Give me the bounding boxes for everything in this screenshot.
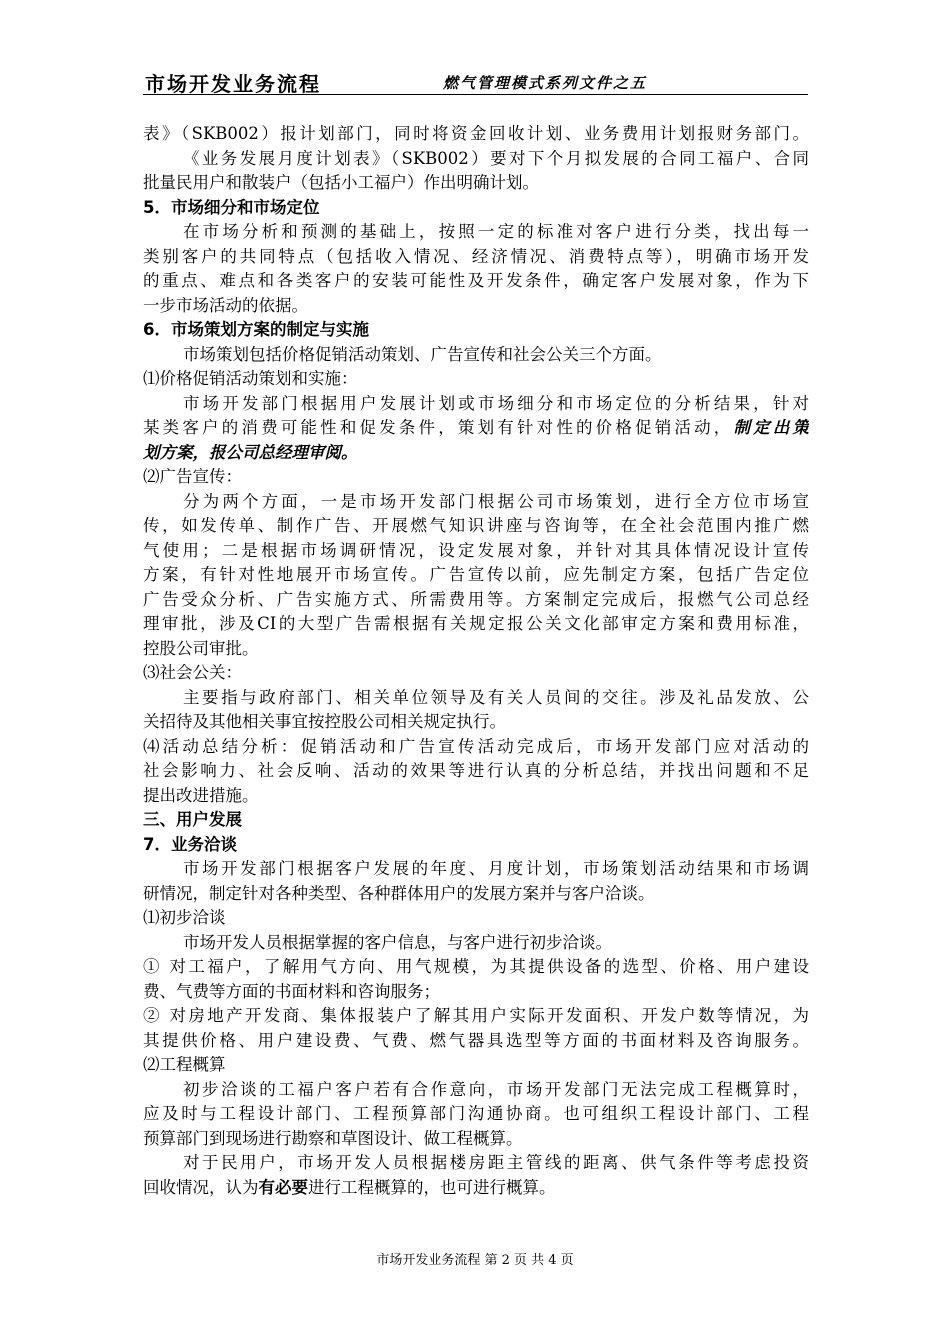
body-line: 在市场分析和预测的基础上，按照一定的标准对客户进行分类，找出每一 (183, 222, 809, 241)
body-line: 提出改进措施。 (143, 785, 259, 805)
body-line: 初步洽谈的工福户客户若有合作意向，市场开发部门无法完成工程概算时， (183, 1079, 809, 1099)
subsection-label: ⑴价格促销活动策划和实施： (143, 369, 358, 388)
header-series: 燃气管理模式系列文件之五 (443, 74, 648, 92)
body-text: 某类客户的消费可能性和促发条件，策划有针对性的价格促销活动， (143, 418, 734, 437)
subsection-label: ⑵广告宣传： (143, 467, 242, 486)
page-header (143, 66, 808, 95)
subsection-label: ⑵工程概算 (143, 1055, 226, 1074)
list-item: ② 对房地产开发商、集体报装户了解其用户实际开发面积、开发户数等情况，为 (143, 1006, 809, 1025)
body-line (143, 416, 809, 441)
body-line: 费、气费等方面的书面材料和咨询服务； (143, 981, 440, 1001)
body-line: 主要指与政府部门、相关单位领导及有关人员间的交往。涉及礼品发放、公 (183, 687, 809, 707)
body-line: 分为两个方面，一是市场开发部门根据公司市场策划，进行全方位市场宣 (183, 491, 809, 511)
body-line: 广告受众分析、广告实施方式、所需费用等。方案制定完成后，报燃气公司总经 (143, 589, 809, 609)
section-heading: 7．业务洽谈 (143, 834, 237, 854)
subsection-label: ⑶社会公关： (143, 663, 242, 682)
body-line: 类别客户的共同特点（包括收入情况、经济情况、消费特点等），明确市场开发 (143, 246, 809, 266)
subsection-label: ⑴初步洽谈 (143, 908, 226, 927)
body-line: 一步市场活动的依据。 (143, 295, 308, 315)
body-line: 《业务发展月度计划表》（SKB002）要对下个月拟发展的合同工福户、合同 (183, 148, 809, 168)
body-line: 关招待及其他相关事宜按控股公司相关规定执行。 (143, 712, 506, 731)
body-line: 批量民用户和散装户（包括小工福户）作出明确计划。 (143, 173, 539, 192)
body-line: 控股公司审批。 (143, 638, 259, 658)
list-item: ① 对工福户，了解用气方向、用气规模，为其提供设备的选型、价格、用户建设 (143, 957, 809, 976)
body-line (143, 1176, 809, 1201)
body-line: 表》（SKB002）报计划部门，同时将资金回收计划、业务费用计划报财务部门。 (143, 124, 809, 143)
body-line: 预算部门到现场进行勘察和草图设计、做工程概算。 (143, 1128, 523, 1148)
body-line: 气使用；二是根据市场调研情况，设定发展对象，并针对其具体情况设计宣传 (143, 540, 809, 560)
body-line: 市场开发人员根据掌握的客户信息，与客户进行初步洽谈。 (183, 932, 612, 952)
body-line: 市场开发部门根据用户发展计划或市场细分和市场定位的分析结果，针对 (183, 393, 809, 413)
header-title: 市场开发业务流程 (145, 72, 321, 96)
body-line: ⑷活动总结分析：促销活动和广告宣传活动完成后，市场开发部门应对活动的 (143, 736, 809, 756)
section-heading: 5．市场细分和市场定位 (143, 197, 320, 217)
body-line: 市场开发部门根据客户发展的年度、月度计划，市场策划活动结果和市场调 (183, 859, 809, 878)
body-line: 的重点、难点和各类客户的安装可能性及开发条件，确定客户发展对象，作为下 (143, 271, 809, 290)
emphasis-line: 划方案，报公司总经理审阅。 (143, 442, 358, 462)
page-footer: 市场开发业务流程 第 2 页 共 4 页 (376, 1253, 574, 1268)
body-line: 理审批，涉及CI的大型广告需根据有关规定报公关文化部审定方案和费用标准， (143, 614, 809, 633)
body-text: 回收情况，认为 (143, 1177, 259, 1197)
body-text: 进行工程概算的，也可进行概算。 (308, 1177, 556, 1197)
body-line: 对于民用户，市场开发人员根据楼房距主管线的距离、供气条件等考虑投资 (183, 1153, 809, 1172)
emphasis-text: 制定出策 (733, 418, 809, 437)
body-line: 其提供价格、用户建设费、气费、燃气器具选型等方面的书面材料及咨询服务。 (143, 1030, 809, 1050)
body-line: 社会影响力、社会反响、活动的效果等进行认真的分析总结，并找出问题和不足 (143, 761, 809, 780)
chapter-heading: 三、用户发展 (143, 810, 242, 829)
document-body (143, 122, 809, 1200)
body-line: 研情况，制定针对各种类型、各种群体用户的发展方案并与客户洽谈。 (143, 883, 655, 903)
emphasis-text: 有必要 (258, 1177, 308, 1197)
body-line: 方案，有针对性地展开市场宣传。广告宣传以前，应先制定方案，包括广告定位 (143, 565, 809, 584)
body-line: 市场策划包括价格促销活动策划、广告宣传和社会公关三个方面。 (183, 344, 662, 364)
body-line: 应及时与工程设计部门、工程预算部门沟通协商。也可组织工程设计部门、工程 (143, 1104, 809, 1123)
body-line: 传，如发传单、制作广告、开展燃气知识讲座与咨询等，在全社会范围内推广燃 (143, 516, 809, 535)
section-heading: 6．市场策划方案的制定与实施 (143, 320, 369, 339)
